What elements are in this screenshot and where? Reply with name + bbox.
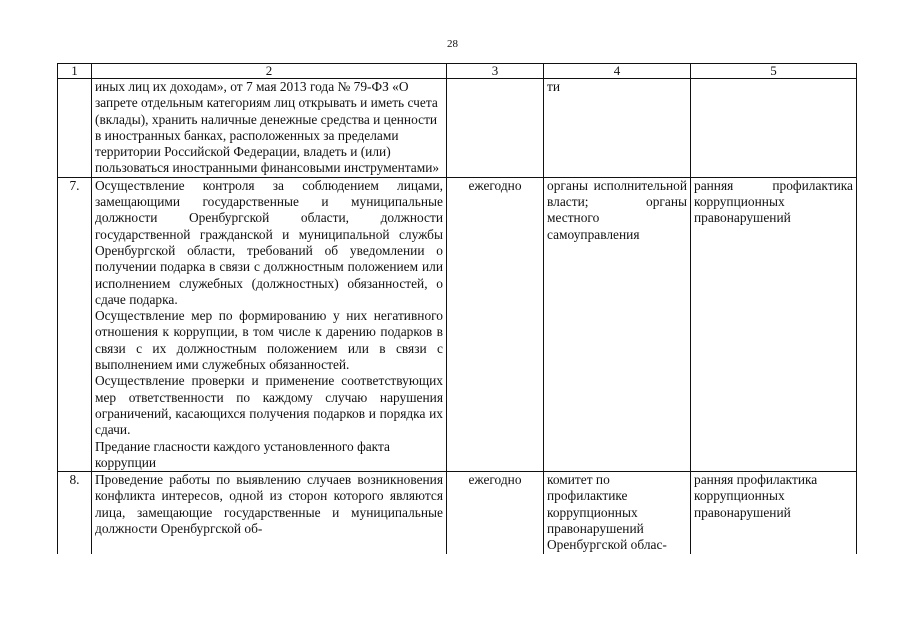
row-result: ранняя профилактика коррупционных правонарушений <box>691 177 857 471</box>
measure-paragraph: Осуществление контроля за соблюдением лицами, замещающими государственные и муниципальные должности Оренбургской области, должности государственной гражданской и муниципальной службы Оренбургской области, требований об уведомлении о получении подарка в связи с должностным положением или исполнением служебных (должностных) обязанностей, о сдаче подарка. <box>95 177 443 307</box>
page-number: 28 <box>447 38 458 50</box>
row-result: ранняя профилактика коррупционных правонарушений <box>691 472 857 554</box>
measure-paragraph: Осуществление мер по формированию у них негативного отношения к коррупции, в том числе к дарению подарков в связи с их должностным положением или в связи с выполнением ими служебных обязанностей. <box>95 308 443 373</box>
table-row <box>58 472 857 554</box>
table-row <box>58 79 857 178</box>
table-header-row <box>58 64 857 79</box>
row-term: ежегодно <box>447 472 544 554</box>
header-col-3: 3 <box>447 64 544 79</box>
measures-table <box>57 63 857 554</box>
measure-paragraph: Проведение работы по выявлению случаев возникновения конфликта интересов, одной из сторон которого являются лица, замещающие государственные и муниципальные должности Оренбургской об- <box>95 472 443 537</box>
row-executors: комитет по профилактике коррупционных правонарушений Оренбургской облас- <box>544 472 691 554</box>
row-number <box>58 79 92 178</box>
row-result <box>691 79 857 178</box>
measure-paragraph: Предание гласности каждого установленного факта коррупции <box>95 438 390 470</box>
row-number: 8. <box>58 472 92 554</box>
row-measure <box>92 472 447 554</box>
row-term: ежегодно <box>447 177 544 471</box>
row-executors: ти <box>544 79 691 178</box>
row-executors: органы исполнительной власти; органы местного самоуправления <box>544 177 691 471</box>
header-col-4: 4 <box>544 64 691 79</box>
header-col-2: 2 <box>92 64 447 79</box>
measure-paragraph: иных лиц их доходам», от 7 мая 2013 года № 79-ФЗ «О запрете отдельным категориям лиц открывать и иметь счета (вклады), хранить наличные денежные средства и ценности в иностранных банках, расположенных за пределами территории Российской Федерации, владеть и (или) пользоваться иностранными финансовыми инструментами» <box>95 79 440 176</box>
row-measure <box>92 177 447 471</box>
measure-paragraph: Осуществление проверки и применение соответствующих мер ответственности по каждому случаю нарушения ограничений, касающихся получения подарков и порядка их сдачи. <box>95 373 443 438</box>
row-measure <box>92 79 447 178</box>
table-row <box>58 177 857 471</box>
header-col-5: 5 <box>691 64 857 79</box>
row-number: 7. <box>58 177 92 471</box>
header-col-1: 1 <box>58 64 92 79</box>
row-term <box>447 79 544 178</box>
